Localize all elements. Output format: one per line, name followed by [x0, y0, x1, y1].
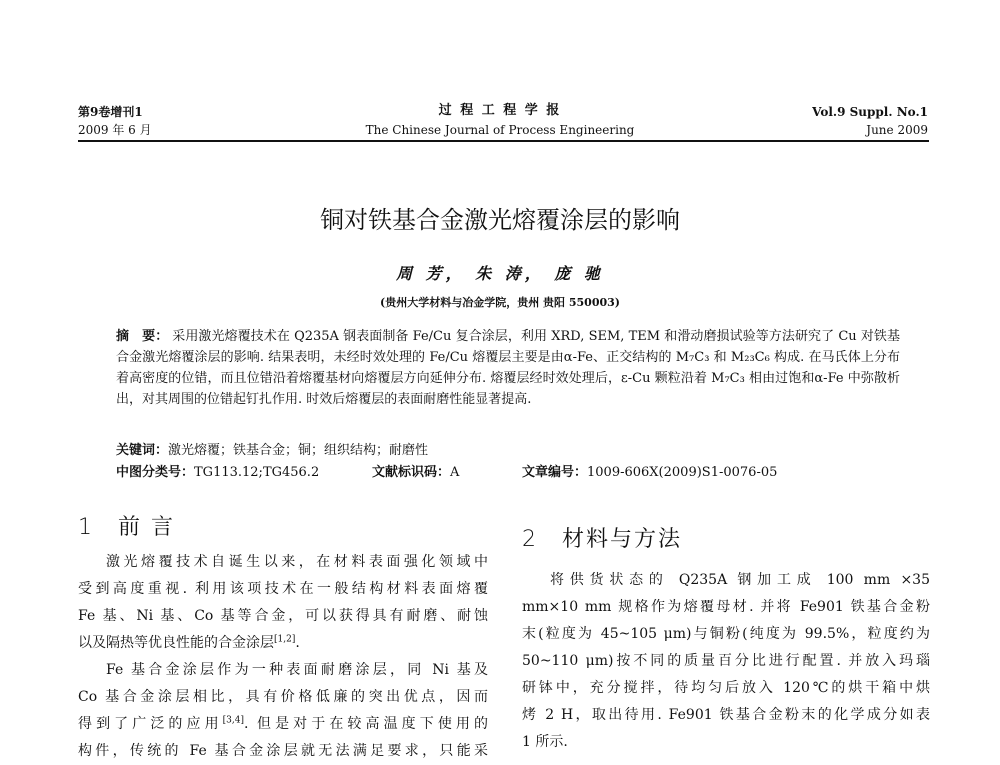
abstract [116, 326, 900, 410]
section-2-line: 末(粒度为 45~105 μm)与铜粉(纯度为 99.5%，粒度约为 [522, 626, 930, 642]
section-1-line-text: 得到了广泛的应用 [78, 716, 223, 732]
section-1-line [78, 711, 488, 738]
section-1-line-tail: . 但是对于在较高温度下使用的 [244, 716, 488, 732]
section-1-line: 激光熔覆技术自诞生以来，在材料表面强化领域中 [106, 554, 488, 570]
keywords-value: 激光熔覆；铁基合金；铜；组织结构；耐磨性 [168, 443, 429, 458]
article-number-value: 1009-606X(2009)S1-0076-05 [587, 465, 778, 480]
keywords-label: 关键词： [116, 443, 169, 458]
article-title: 铜对铁基合金激光熔覆涂层的影响 [320, 206, 680, 234]
section-1-line: Fe 基、Ni 基、Co 基等合金，可以获得具有耐磨、耐蚀 [78, 608, 488, 624]
section-1-body [78, 549, 488, 765]
clc-value: TG113.12;TG456.2 [194, 465, 320, 480]
citation-1-2: [1,2] [274, 634, 296, 645]
header-volume-en: Vol.9 Suppl. No.1 [812, 105, 928, 119]
article-number-label: 文章编号： [522, 465, 588, 480]
clc-label: 中图分类号： [116, 465, 195, 480]
section-2-line: 50~110 μm)按不同的质量百分比进行配置. 并放入玛瑙 [522, 653, 930, 669]
article-number-line [522, 462, 777, 483]
section-1-line: 受到高度重视. 利用该项技术在一般结构材料表面熔覆 [78, 581, 488, 597]
abstract-label: 摘 要： [116, 329, 169, 344]
section-1-heading: 1 前 言 [78, 515, 175, 540]
section-1-line: Fe 基合金涂层作为一种表面耐磨涂层，同 Ni 基及 [106, 662, 488, 678]
header-volume-cn: 第9卷增刊1 [78, 105, 143, 119]
section-2-line: 1 所示. [522, 734, 568, 750]
section-2-line: 将供货状态的 Q235A 钢加工成 100 mm ×35 [550, 572, 930, 588]
doc-code-line [372, 462, 459, 483]
section-2-body [522, 567, 930, 756]
header-journal-en: The Chinese Journal of Process Engineering [365, 123, 635, 137]
clc-line [116, 462, 319, 483]
article-authors: 周 芳， 朱 涛， 庞 驰 [396, 264, 604, 283]
section-2-line: 烤 2 H，取出待用. Fe901 铁基合金粉末的化学成分如表 [522, 707, 930, 723]
section-1-line: Co 基合金涂层相比，具有价格低廉的突出优点，因而 [78, 689, 488, 705]
abstract-text: 采用激光熔覆技术在 Q235A 钢表面制备 Fe/Cu 复合涂层，利用 XRD, SEM, TEM 和滑动磨损试验等方法研究了 Cu 对铁基合金激光熔覆涂层的影响. 结果表明，未经时效处理的 Fe/Cu 熔覆层主要是由α-Fe、正交结构的 M₇C₃ 和 M₂₃C₆ 构成. 在马氏体上分布着高密度的位错，而且位错沿着熔覆基材向熔覆层方向延伸分布. 熔覆层经时效处理后，ε-Cu 颗粒沿着 M₇C₃ 相由过饱和α-Fe 中弥散析出，对其周围的位错起钉扎作用. 时效后熔覆层的表面耐磨性能显著提高. [116, 329, 900, 407]
citation-3-4: [3,4] [222, 715, 245, 726]
doc-code-label: 文献标识码： [372, 465, 451, 480]
section-2-line: 研钵中，充分搅拌，待均匀后放入 120℃的烘干箱中烘 [522, 680, 930, 696]
doc-code-value: A [450, 465, 460, 480]
header-date-en: June 2009 [866, 123, 928, 137]
section-1-line: 以及隔热等优良性能的合金涂层[1,2]. [78, 634, 300, 651]
section-1-line-text: 以及隔热等优良性能的合金涂层 [78, 635, 274, 651]
article-affiliation: (贵州大学材料与冶金学院，贵州 贵阳 550003) [380, 296, 620, 309]
section-2-heading: 2 材料与方法 [522, 527, 682, 552]
header-journal-cn: 过 程 工 程 学 报 [438, 103, 562, 118]
section-2-line: mm×10 mm 规格作为熔覆母材. 并将 Fe901 铁基合金粉 [522, 599, 930, 615]
keywords-line [116, 440, 428, 461]
section-1-line: 构件，传统的 Fe 基合金涂层就无法满足要求，只能采 [78, 743, 488, 759]
header-date-cn: 2009 年 6 月 [78, 123, 152, 137]
header-rule [78, 140, 929, 142]
